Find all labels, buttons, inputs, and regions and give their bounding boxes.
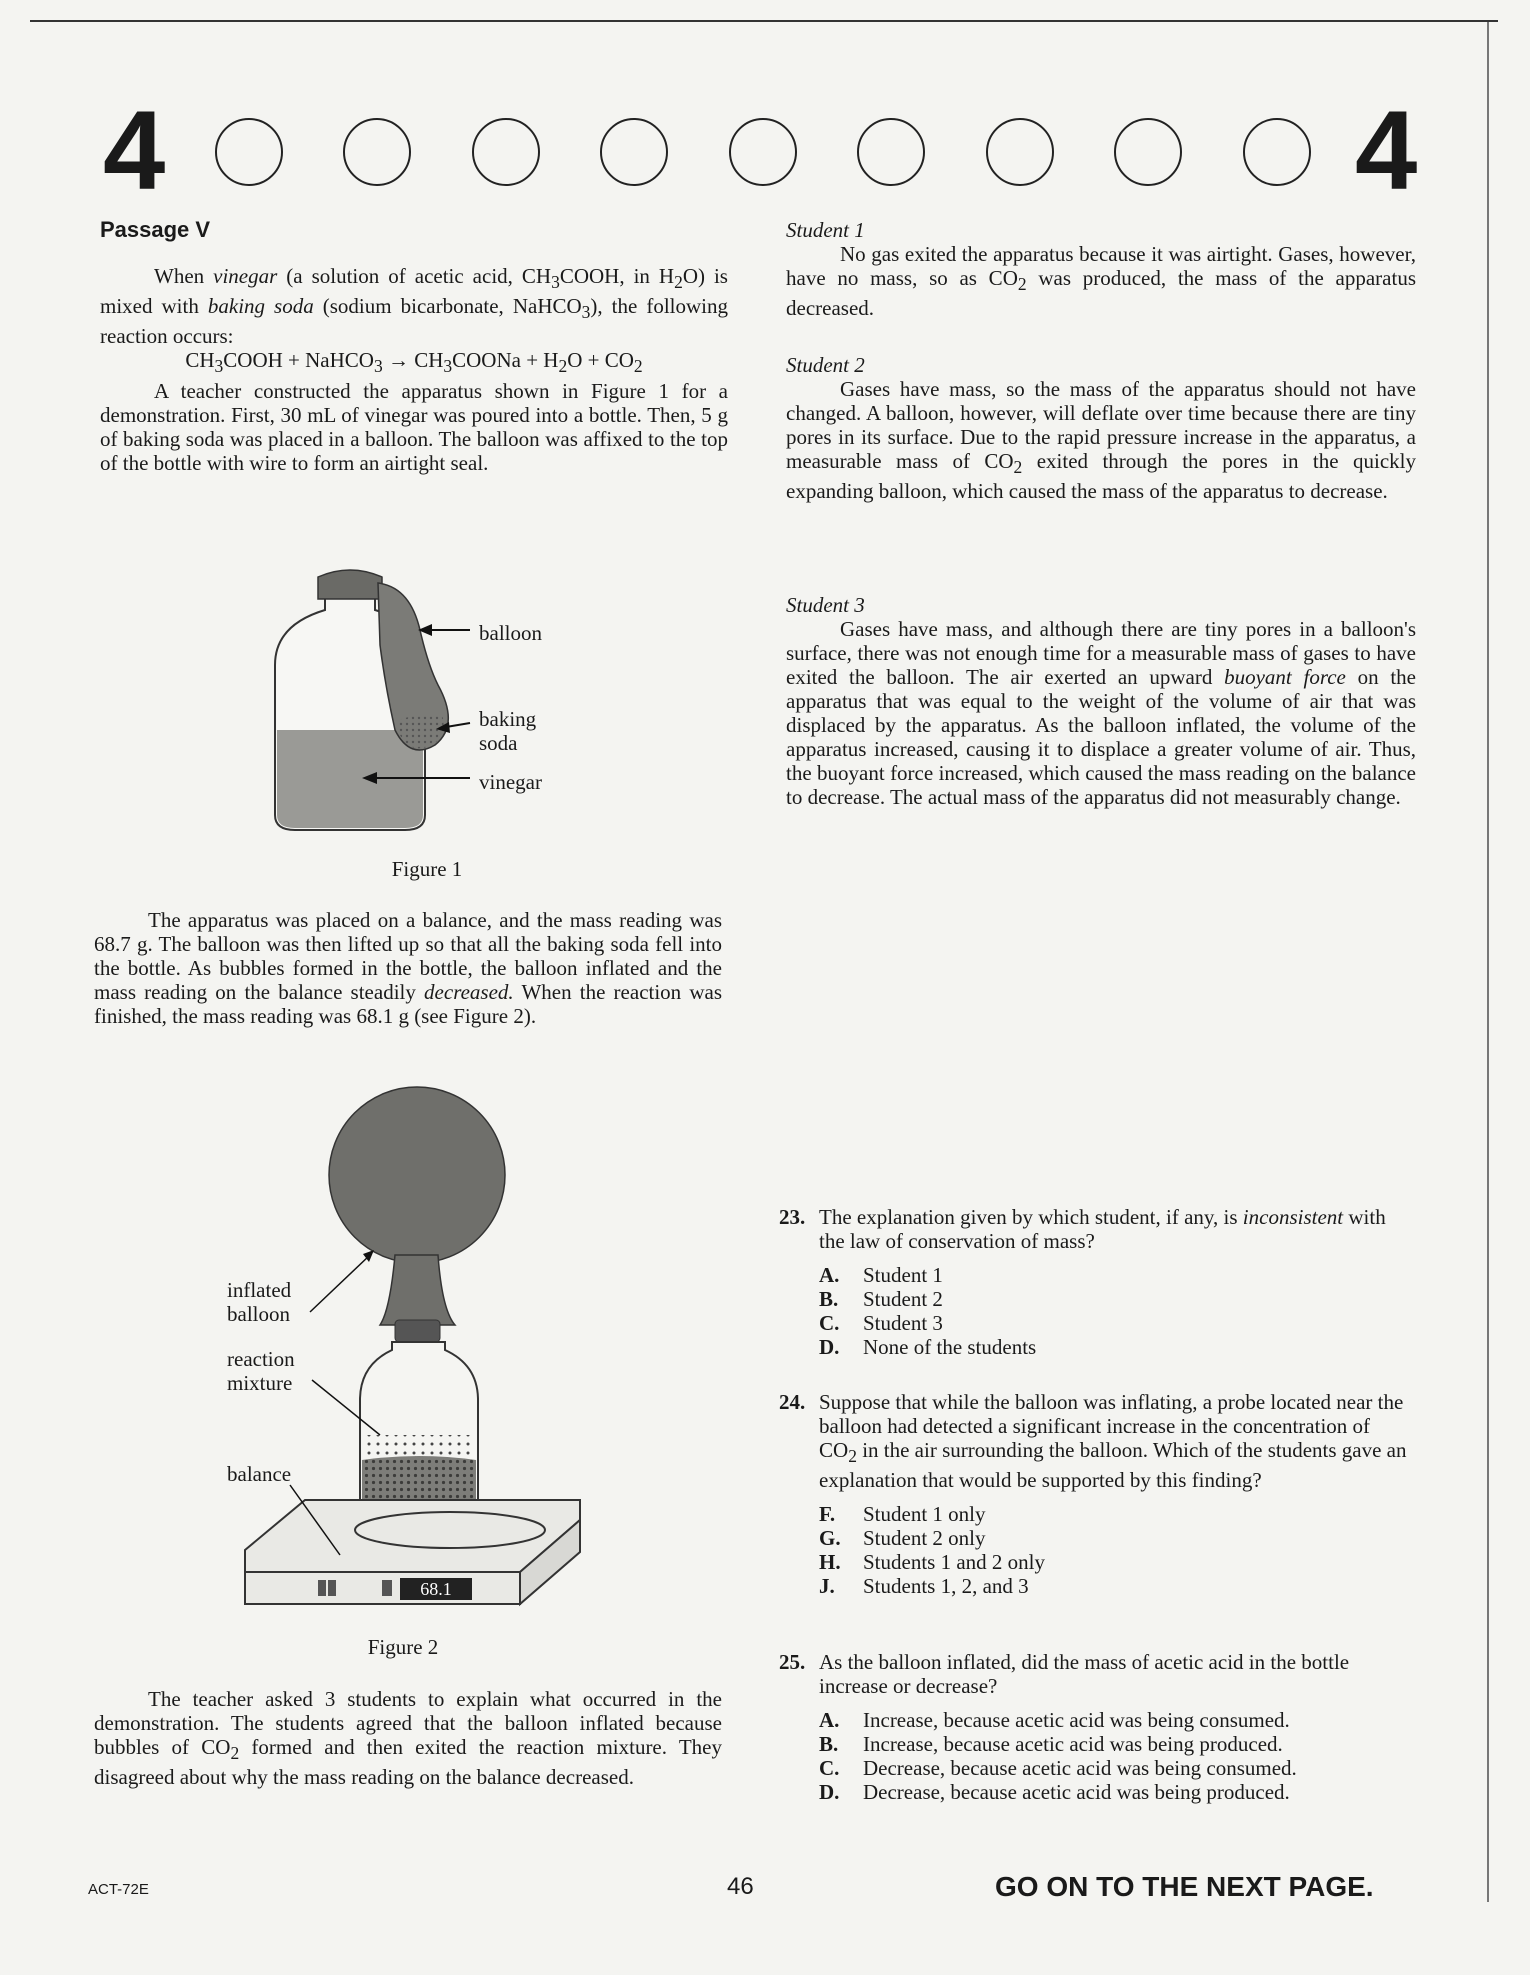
header-circle — [600, 118, 668, 186]
student-2-text: Gases have mass, so the mass of the apparatus should not have changed. A balloon, however, will deflate over time because there are tiny pores in its surface. Due to the rapid pressure increase in the apparatus, a measurable mass of $CO_2$ exited through the pores in the quickly expanding balloon, which caused the mass of the apparatus to decrease. — [786, 377, 1416, 504]
label-inflated-balloon: balloon — [227, 1302, 290, 1326]
answer-option[interactable]: F. Student 1 only — [819, 1502, 986, 1527]
answer-option[interactable]: B. Increase, because acetic acid was being produced. — [819, 1732, 1283, 1756]
question-24 — [779, 1390, 1409, 1598]
students-intro-block — [94, 1687, 722, 1789]
answer-option[interactable]: J. Students 1, 2, and 3 — [819, 1574, 1029, 1599]
page-number: 46 — [727, 1873, 754, 1900]
balance-button — [318, 1580, 326, 1596]
question-number: 25. — [779, 1650, 806, 1674]
bottle-cap — [395, 1320, 440, 1342]
balance-display-value: 68.1 — [420, 1579, 452, 1599]
reaction-equation: $CH_3COOH$ + NaHCO$_3$ → $CH_3COONa + H_2O + CO_2$ — [185, 348, 643, 377]
student-3-text: Gases have mass, and although there are tiny pores in a balloon's surface, there was not enough time for a measurable mass of gases to have exited the balloon. The air exerted an upward buoyant force on the apparatus that was equal to the weight of the volume of air that was displaced by the apparatus. As the balloon inflated, the volume of the apparatus increased, causing it to displace a greater volume of air. Thus, the buoyant force increased, which caused the mass reading on the balance to decrease. The actual mass of the apparatus did not measurably change. — [786, 617, 1417, 809]
inflated-balloon-shape — [329, 1087, 505, 1263]
answer-option[interactable]: H. Students 1 and 2 only — [819, 1550, 1045, 1575]
header-circle — [729, 118, 797, 186]
label-balance: balance — [227, 1462, 292, 1486]
balance-paragraph-block — [94, 908, 722, 1028]
figure-1-drawing — [260, 565, 560, 840]
header-circle — [215, 118, 283, 186]
label-baking: baking — [479, 707, 537, 731]
header-circle — [857, 118, 925, 186]
figure-2-drawing — [230, 1080, 600, 1610]
label-vinegar: vinegar — [479, 770, 542, 794]
label-soda: soda — [479, 731, 518, 755]
section-number-left: 4 — [103, 88, 166, 213]
passage-intro — [100, 218, 728, 475]
balance-body — [245, 1500, 580, 1572]
apparatus-paragraph: A teacher constructed the apparatus shown in Figure 1 for a demonstration. First, 30 mL of vinegar was poured into a bottle. Then, 5 g of baking soda was placed in a balloon. The balloon was affixed to the top of the bottle with wire to form an airtight seal. — [100, 378, 728, 475]
passage-title: Passage V — [100, 217, 211, 242]
answer-option[interactable]: C. Decrease, because acetic acid was being consumed. — [819, 1756, 1297, 1780]
question-stem: The explanation given by which student, if any, is inconsistent with the law of conservation of mass? — [819, 1205, 1386, 1253]
label-reaction: reaction — [227, 1347, 295, 1371]
students-intro-paragraph: The teacher asked 3 students to explain what occurred in the demonstration. The students agreed that the balloon inflated because bubbles of $CO_2$ formed and then exited the reaction mixture. They disagreed about why the mass reading on the balance decreased. — [94, 1687, 722, 1790]
header-circle — [986, 118, 1054, 186]
figure-1-caption: Figure 1 — [391, 857, 463, 881]
intro-paragraph: When vinegar (a solution of acetic acid, $CH_3COOH$, in $H_2O$) is mixed with baking soda (sodium bicarbonate, NaHCO$_3$), the following reaction occurs: — [100, 264, 729, 349]
figure-2-caption: Figure 2 — [367, 1635, 439, 1659]
question-25 — [779, 1650, 1409, 1804]
label-inflated: inflated — [227, 1278, 292, 1302]
label-mixture: mixture — [227, 1371, 293, 1395]
balance-button — [328, 1580, 336, 1596]
question-stem: As the balloon inflated, did the mass of acetic acid in the bottle increase or decrease? — [819, 1650, 1350, 1698]
balloon-stem — [380, 1255, 455, 1325]
header-circle — [1243, 118, 1311, 186]
next-page-notice: GO ON TO THE NEXT PAGE. — [995, 1871, 1374, 1902]
header-circle — [472, 118, 540, 186]
question-23 — [779, 1205, 1409, 1359]
answer-option[interactable]: A. Student 1 — [819, 1263, 943, 1287]
student-2-block — [786, 353, 1416, 503]
question-stem: Suppose that while the balloon was inflating, a probe located near the balloon had detected a significant increase in the concentration of $CO_2$ in the air surrounding the balloon. Which of the students gave an explanation that would be supported by this finding? — [819, 1390, 1407, 1493]
balance-paragraph: The apparatus was placed on a balance, and the mass reading was 68.7 g. The balloon was then lifted up so that all the baking soda fell into the bottle. As bubbles formed in the bottle, the balloon inflated and the mass reading on the balance steadily decreased. When the reaction was finished, the mass reading was 68.1 g (see Figure 2). — [94, 908, 723, 1028]
answer-option[interactable]: B. Student 2 — [819, 1287, 943, 1311]
student-1-text: No gas exited the apparatus because it was airtight. Gases, however, have no mass, so as $CO_2$ was produced, the mass of the apparatus decreased. — [786, 242, 1416, 321]
label-balloon: balloon — [479, 621, 542, 645]
balloon-neck — [318, 570, 382, 599]
student-1-heading: Student 1 — [786, 218, 865, 242]
inflated-balloon-line — [310, 1255, 370, 1312]
student-2-heading: Student 2 — [786, 353, 865, 377]
header-circle — [1114, 118, 1182, 186]
top-rule — [30, 20, 1498, 22]
student-1-block — [786, 218, 1416, 320]
student-3-heading: Student 3 — [786, 593, 865, 617]
answer-option[interactable]: D. Decrease, because acetic acid was being produced. — [819, 1780, 1290, 1804]
answer-option[interactable]: G. Student 2 only — [819, 1526, 986, 1551]
balance-button — [382, 1580, 392, 1596]
header-circle — [343, 118, 411, 186]
answer-option[interactable]: C. Student 3 — [819, 1311, 943, 1335]
question-number: 23. — [779, 1205, 806, 1229]
question-number: 24. — [779, 1390, 806, 1414]
section-number-right: 4 — [1355, 88, 1418, 213]
student-3-block — [786, 593, 1416, 809]
right-edge-rule — [1487, 22, 1489, 1902]
answer-option[interactable]: D. None of the students — [819, 1335, 1037, 1359]
answer-option[interactable]: A. Increase, because acetic acid was being consumed. — [819, 1708, 1290, 1732]
form-code: ACT-72E — [88, 1881, 149, 1898]
